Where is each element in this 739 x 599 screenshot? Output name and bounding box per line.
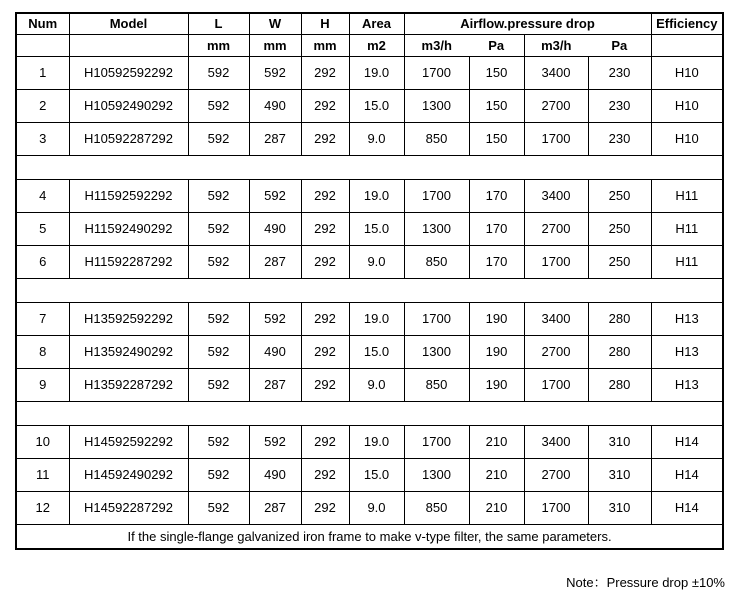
unit-length-mm: mm [188,34,249,56]
cell-airflow-initial: 1300 [404,212,469,245]
cell-airflow-initial: 1700 [404,179,469,212]
cell-height: 292 [301,335,349,368]
cell-airflow-initial: 1700 [404,425,469,458]
cell-num: 2 [16,89,69,122]
cell-num: 9 [16,368,69,401]
col-header-airflow-pressure-drop: Airflow.pressure drop [404,13,651,34]
unit-pair-final-wrap [525,38,651,53]
cell-pressure-final: 310 [588,425,651,458]
col-header-model: Model [69,13,188,34]
cell-efficiency: H13 [651,302,723,335]
cell-pressure-initial: 210 [469,425,524,458]
cell-width: 490 [249,89,301,122]
table-row [16,245,723,278]
cell-pressure-initial: 170 [469,245,524,278]
cell-height: 292 [301,302,349,335]
cell-pressure-final: 310 [588,491,651,524]
cell-area: 15.0 [349,458,404,491]
cell-pressure-final: 250 [588,179,651,212]
cell-model: H14592592292 [69,425,188,458]
cell-width: 287 [249,368,301,401]
cell-area: 9.0 [349,245,404,278]
cell-area: 9.0 [349,122,404,155]
table-row [16,122,723,155]
cell-num: 12 [16,491,69,524]
cell-area: 19.0 [349,302,404,335]
cell-num: 1 [16,56,69,89]
cell-pressure-final: 230 [588,56,651,89]
cell-model: H10592490292 [69,89,188,122]
unit-airflow-initial: m3/h [421,37,452,53]
col-header-height: H [301,13,349,34]
col-header-width: W [249,13,301,34]
cell-airflow-final: 2700 [524,335,588,368]
cell-model: H13592490292 [69,335,188,368]
cell-efficiency: H10 [651,56,723,89]
separator-cell [16,278,723,302]
unit-pair-initial [404,34,524,56]
cell-length: 592 [188,89,249,122]
separator-row [16,155,723,179]
table-head [16,13,723,56]
cell-length: 592 [188,56,249,89]
cell-efficiency: H14 [651,491,723,524]
filter-spec-table [15,12,724,550]
cell-airflow-final: 1700 [524,368,588,401]
unit-pressure-initial: Pa [488,37,505,53]
cell-airflow-initial: 1700 [404,56,469,89]
cell-pressure-initial: 150 [469,122,524,155]
cell-length: 592 [188,458,249,491]
unit-pressure-final: Pa [611,37,628,53]
cell-airflow-final: 2700 [524,212,588,245]
cell-height: 292 [301,56,349,89]
separator-row [16,278,723,302]
cell-num: 8 [16,335,69,368]
cell-pressure-final: 280 [588,368,651,401]
cell-pressure-initial: 190 [469,335,524,368]
cell-num: 4 [16,179,69,212]
cell-pressure-final: 250 [588,245,651,278]
cell-efficiency: H11 [651,179,723,212]
cell-airflow-final: 1700 [524,491,588,524]
cell-pressure-initial: 190 [469,302,524,335]
unit-area-m2: m2 [349,34,404,56]
unit-airflow-final: m3/h [541,37,572,53]
table-foot [16,524,723,549]
cell-pressure-final: 230 [588,89,651,122]
cell-airflow-initial: 850 [404,491,469,524]
cell-area: 15.0 [349,335,404,368]
cell-num: 11 [16,458,69,491]
cell-airflow-initial: 850 [404,245,469,278]
subheader-num-empty [16,34,69,56]
cell-pressure-initial: 150 [469,89,524,122]
cell-length: 592 [188,425,249,458]
cell-area: 9.0 [349,491,404,524]
table-footer-row [16,524,723,549]
cell-height: 292 [301,491,349,524]
cell-height: 292 [301,425,349,458]
cell-num: 10 [16,425,69,458]
cell-pressure-final: 250 [588,212,651,245]
cell-pressure-final: 310 [588,458,651,491]
cell-length: 592 [188,179,249,212]
col-header-num: Num [16,13,69,34]
cell-airflow-final: 1700 [524,122,588,155]
table-row [16,179,723,212]
cell-num: 6 [16,245,69,278]
cell-model: H11592592292 [69,179,188,212]
table-row [16,491,723,524]
subheader-efficiency-empty [651,34,723,56]
cell-pressure-initial: 190 [469,368,524,401]
cell-airflow-final: 3400 [524,179,588,212]
cell-height: 292 [301,122,349,155]
cell-length: 592 [188,335,249,368]
cell-airflow-final: 3400 [524,302,588,335]
cell-model: H14592287292 [69,491,188,524]
cell-efficiency: H14 [651,458,723,491]
cell-airflow-initial: 1300 [404,335,469,368]
cell-model: H14592490292 [69,458,188,491]
cell-model: H13592592292 [69,302,188,335]
cell-length: 592 [188,212,249,245]
cell-length: 592 [188,368,249,401]
cell-pressure-initial: 210 [469,458,524,491]
cell-airflow-final: 3400 [524,425,588,458]
cell-height: 292 [301,458,349,491]
cell-width: 490 [249,335,301,368]
cell-pressure-initial: 210 [469,491,524,524]
subheader-model-empty [69,34,188,56]
cell-area: 19.0 [349,425,404,458]
cell-area: 19.0 [349,179,404,212]
table-row [16,425,723,458]
cell-model: H10592592292 [69,56,188,89]
separator-cell [16,155,723,179]
cell-width: 592 [249,302,301,335]
cell-airflow-initial: 1700 [404,302,469,335]
cell-efficiency: H14 [651,425,723,458]
cell-num: 3 [16,122,69,155]
cell-width: 592 [249,179,301,212]
unit-height-mm: mm [301,34,349,56]
cell-pressure-final: 280 [588,302,651,335]
unit-pair-initial-wrap [405,38,524,53]
col-header-efficiency: Efficiency [651,13,723,34]
col-header-area: Area [349,13,404,34]
cell-pressure-initial: 170 [469,212,524,245]
cell-height: 292 [301,245,349,278]
cell-width: 287 [249,122,301,155]
cell-airflow-final: 3400 [524,56,588,89]
cell-model: H13592287292 [69,368,188,401]
cell-length: 592 [188,245,249,278]
cell-efficiency: H13 [651,368,723,401]
table-row [16,56,723,89]
cell-pressure-initial: 150 [469,56,524,89]
cell-area: 15.0 [349,89,404,122]
cell-efficiency: H10 [651,89,723,122]
cell-area: 19.0 [349,56,404,89]
cell-height: 292 [301,368,349,401]
cell-area: 9.0 [349,368,404,401]
cell-width: 490 [249,212,301,245]
cell-num: 5 [16,212,69,245]
cell-airflow-initial: 1300 [404,458,469,491]
table-row [16,368,723,401]
separator-cell [16,401,723,425]
separator-row [16,401,723,425]
pressure-drop-note: Note：Pressure drop ±10% [566,575,725,590]
cell-airflow-final: 2700 [524,458,588,491]
cell-model: H11592287292 [69,245,188,278]
cell-height: 292 [301,179,349,212]
cell-length: 592 [188,302,249,335]
subheader-row [16,34,723,56]
table-row [16,302,723,335]
table-row [16,458,723,491]
unit-pair-final [524,34,651,56]
cell-num: 7 [16,302,69,335]
cell-airflow-final: 1700 [524,245,588,278]
cell-height: 292 [301,89,349,122]
unit-width-mm: mm [249,34,301,56]
cell-airflow-final: 2700 [524,89,588,122]
cell-efficiency: H10 [651,122,723,155]
cell-model: H10592287292 [69,122,188,155]
col-header-length: L [188,13,249,34]
cell-airflow-initial: 1300 [404,89,469,122]
cell-efficiency: H11 [651,245,723,278]
cell-width: 287 [249,491,301,524]
table-row [16,212,723,245]
table-body [16,56,723,524]
cell-airflow-initial: 850 [404,122,469,155]
cell-efficiency: H13 [651,335,723,368]
cell-width: 592 [249,56,301,89]
cell-length: 592 [188,491,249,524]
header-row [16,13,723,34]
cell-pressure-initial: 170 [469,179,524,212]
cell-efficiency: H11 [651,212,723,245]
cell-model: H11592490292 [69,212,188,245]
cell-width: 287 [249,245,301,278]
cell-pressure-final: 280 [588,335,651,368]
table-row [16,89,723,122]
cell-height: 292 [301,212,349,245]
cell-length: 592 [188,122,249,155]
cell-airflow-initial: 850 [404,368,469,401]
table-row [16,335,723,368]
footer-note-cell: If the single-flange galvanized iron frame to make v-type filter, the same parameters. [16,524,723,549]
cell-width: 490 [249,458,301,491]
cell-pressure-final: 230 [588,122,651,155]
cell-area: 15.0 [349,212,404,245]
cell-width: 592 [249,425,301,458]
